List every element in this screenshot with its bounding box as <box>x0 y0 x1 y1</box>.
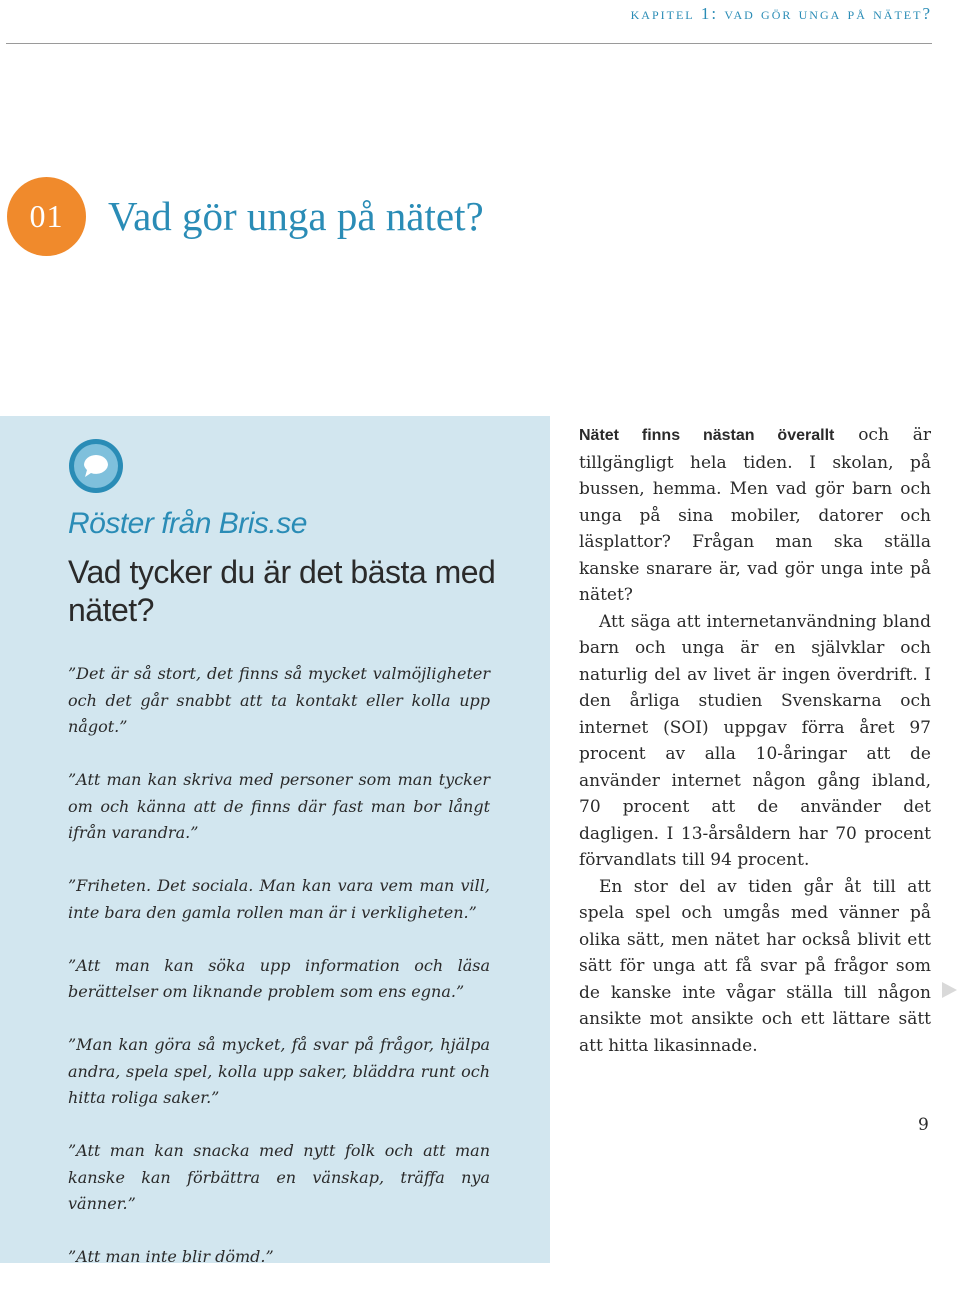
chapter-number-badge: 01 <box>7 177 86 256</box>
page-number: 9 <box>918 1115 929 1135</box>
quote: ”Man kan göra så mycket, få svar på frågor, hjälpa andra, spela spel, kolla upp saker, bläddra runt och hitta roliga saker.” <box>68 1035 490 1107</box>
quote-list <box>68 661 490 1297</box>
lead-in: Nätet finns nästan överallt <box>579 427 835 444</box>
body-paragraph: En stor del av tiden går åt till att spela spel och umgås med vänner på olika sätt, men nätet har också blivit ett sätt för unga att få svar på frågor som de kanske inte vågar ställa till någon ansikte mot ansikte och ett lättare sätt att hitta likasinnade. <box>579 876 931 1056</box>
quote: ”Att man kan skriva med personer som man tycker om och känna att de finns där fast man bor långt ifrån varandra.” <box>68 770 490 842</box>
paragraph-text: och är tillgängligt hela tiden. I skolan, på bussen, hemma. Men vad gör barn och unga på sina mobiler, datorer och läsplattor? Frågan man ska ställa kanske snarare är, vad gör unga inte på nätet? <box>579 425 932 605</box>
chapter-title: Vad gör unga på nätet? <box>108 193 484 239</box>
header-rule <box>6 43 932 44</box>
sidebar-heading: Vad tycker du är det bästa med nätet? <box>68 554 496 628</box>
body-text <box>579 422 931 1059</box>
quote: ”Att man inte blir dömd.” <box>68 1247 274 1266</box>
sidebar-kicker: Röster från Bris.se <box>68 507 307 540</box>
quote: ”Att man kan snacka med nytt folk och att man kanske kan förbättra en vänskap, träffa nya vänner.” <box>68 1141 490 1213</box>
body-paragraph <box>579 422 931 609</box>
speech-bubble-icon <box>68 438 124 494</box>
quote: ”Det är så stort, det finns så mycket valmöjligheter och det går snabbt att ta kontakt eller kolla upp något.” <box>68 664 490 736</box>
next-page-arrow-icon <box>942 982 957 998</box>
quote: ”Friheten. Det sociala. Man kan vara vem man vill, inte bara den gamla rollen man är i verkligheten.” <box>68 876 490 922</box>
running-head: kapitel 1: vad gör unga på nätet? <box>630 4 932 23</box>
body-paragraph: Att säga att internetanvändning bland barn och unga är en självklar och naturlig del av livet är ingen överdrift. I den årliga studien Svenskarna och internet (SOI) uppgav förra året 97 procent av alla 10-åringar att de använder internet någon gång ibland, 70 procent att de använder det dagligen. I 13-årsåldern har 70 procent förvandlats till 94 procent. <box>579 611 931 870</box>
quote: ”Att man kan söka upp information och läsa berättelser om liknande problem som ens egna.” <box>68 955 490 1001</box>
